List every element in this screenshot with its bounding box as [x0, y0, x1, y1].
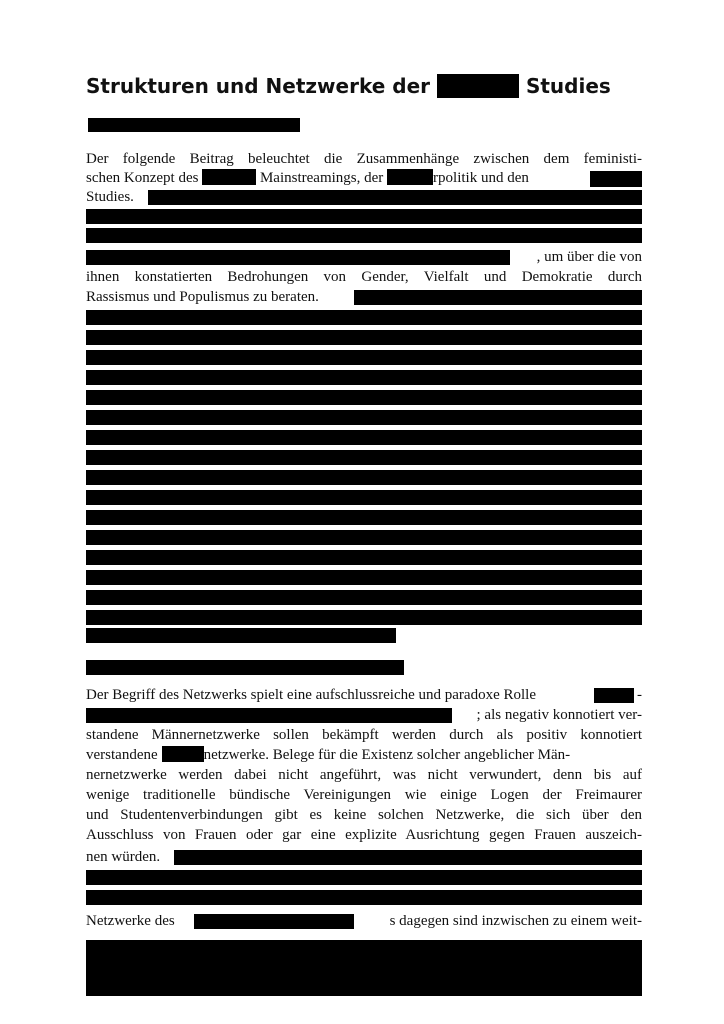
paragraph-2-line-9: [86, 848, 642, 867]
text-segment: Netzwerke des: [86, 913, 175, 929]
text-segment: Mainstreamings, der: [259, 170, 384, 186]
redacted-line: [86, 628, 396, 643]
title-text-start: Strukturen und Netzwerke der: [86, 74, 430, 98]
text-segment: Studies.: [86, 189, 134, 205]
redacted-line: [86, 430, 642, 445]
text-segment: verstandene: [86, 747, 158, 763]
text-segment: netzwerke. Belege für die Existenz solcher angeblicher Män-: [203, 747, 571, 763]
redacted-line: [86, 370, 642, 385]
paragraph-2-line-2: [86, 706, 642, 725]
redaction-bar: [86, 708, 452, 723]
redacted-line: [86, 410, 642, 425]
paragraph-2-line-5: nernetzwerke werden dabei nicht angeführt, was nicht verwundert, denn bis auf: [86, 767, 642, 783]
redacted-line: [86, 330, 642, 345]
redacted-line: [86, 209, 642, 224]
redacted-section-heading: [86, 660, 404, 675]
paragraph-1-line-2: [86, 169, 642, 188]
text-segment: ; als negativ konnotiert ver-: [476, 707, 642, 723]
redaction-bar: [387, 169, 433, 185]
text-segment: -: [637, 687, 642, 703]
redacted-line: [86, 870, 642, 885]
redacted-line: [86, 450, 642, 465]
redacted-footer-block: [86, 940, 642, 996]
paragraph-1-line-1: Der folgende Beitrag beleuchtet die Zusammenhänge zwischen dem feministi-: [86, 151, 642, 167]
paragraph-1-line-3: [86, 188, 642, 207]
redacted-line: [86, 490, 642, 505]
redaction-bar: [148, 190, 642, 205]
redacted-line: [86, 228, 642, 243]
paragraph-1-line-9: [86, 288, 642, 307]
document-title: [86, 72, 611, 100]
redaction-bar: [590, 171, 642, 187]
redaction-bar: [594, 688, 634, 703]
redacted-line: [86, 310, 642, 325]
paragraph-2-line-1: [86, 686, 642, 705]
text-segment: nen würden.: [86, 849, 161, 865]
redaction-bar: [354, 290, 642, 305]
paragraph-2-line-8: Ausschluss von Frauen oder gar eine explizite Ausrichtung gegen Frauen auszeich-: [86, 827, 642, 843]
text-segment: schen Konzept des: [86, 170, 199, 186]
text-segment: Rassismus und Populismus zu beraten.: [86, 289, 319, 305]
redaction-bar: [194, 914, 354, 929]
redaction-bar: [86, 250, 510, 265]
title-text-end: Studies: [525, 74, 611, 98]
text-segment: s dagegen sind inzwischen zu einem weit-: [389, 913, 642, 929]
paragraph-1-line-7: [86, 248, 642, 267]
redacted-line: [86, 610, 642, 625]
redacted-line: [86, 350, 642, 365]
paragraph-2-line-4: [86, 746, 642, 765]
redacted-line: [86, 510, 642, 525]
text-segment: , um über die von: [536, 249, 642, 265]
text-segment: rpolitik und den: [433, 170, 529, 186]
redacted-line: [86, 590, 642, 605]
redacted-line: [86, 530, 642, 545]
redacted-line: [86, 470, 642, 485]
redacted-line: [86, 890, 642, 905]
paragraph-1-line-8: ihnen konstatierten Bedrohungen von Gender, Vielfalt und Demokratie durch: [86, 269, 642, 285]
redacted-line: [86, 570, 642, 585]
redacted-line: [86, 550, 642, 565]
redaction-bar: [202, 169, 256, 185]
paragraph-2-line-13: [86, 912, 642, 931]
redaction-bar: [174, 850, 642, 865]
redacted-author-line: [88, 118, 300, 132]
text-segment: Der Begriff des Netzwerks spielt eine aufschlussreiche und paradoxe Rolle: [86, 687, 536, 703]
paragraph-2-line-3: standene Männernetzwerke sollen bekämpft werden durch als positiv konnotiert: [86, 727, 642, 743]
paragraph-2-line-7: und Studentenverbindungen gibt es keine solchen Netzwerke, die sich über den: [86, 807, 642, 823]
document-page: [86, 0, 642, 1024]
redaction-bar: [162, 746, 204, 762]
redacted-line: [86, 390, 642, 405]
paragraph-2-line-6: wenige traditionelle bündische Vereinigungen wie einige Logen der Freimaurer: [86, 787, 642, 803]
redaction-bar: [437, 74, 519, 98]
